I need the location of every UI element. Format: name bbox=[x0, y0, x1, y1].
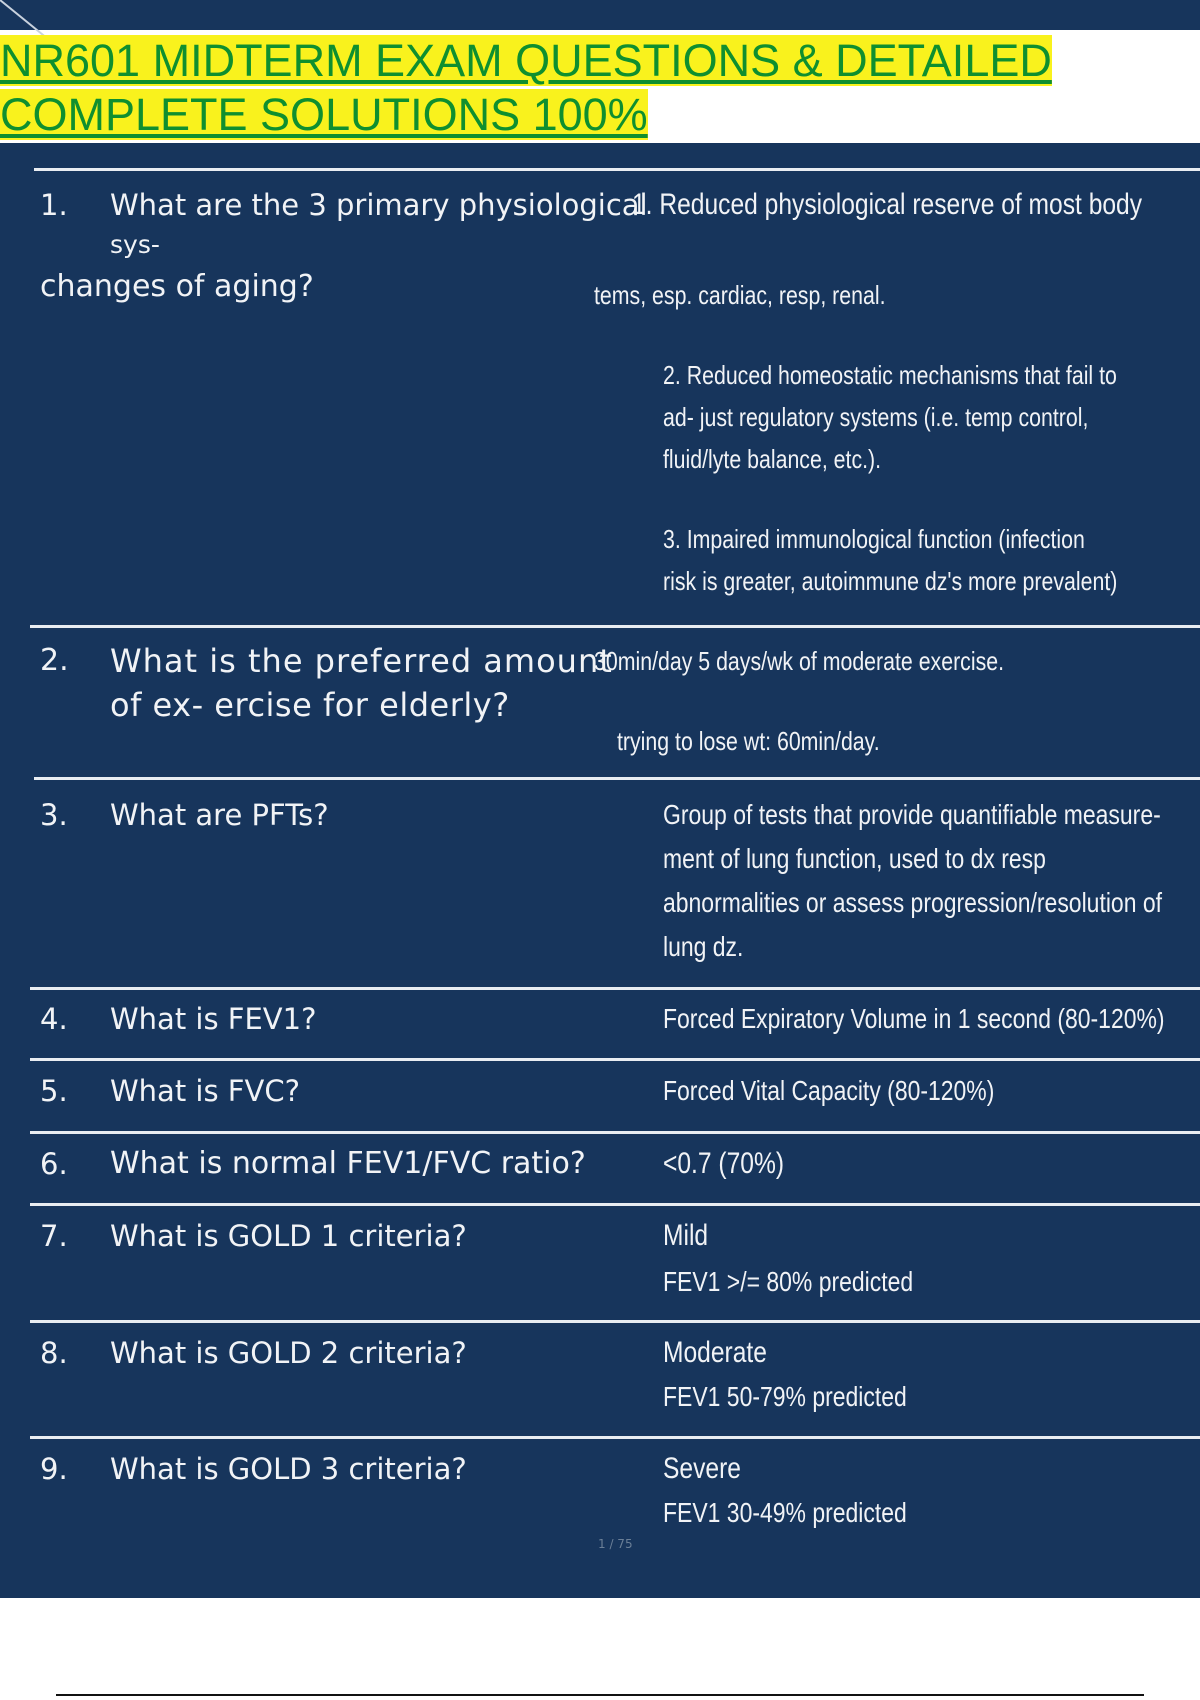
question-number: 1. bbox=[40, 188, 68, 222]
answer-text: Forced Vital Capacity (80-120%) bbox=[663, 1075, 995, 1106]
row-separator bbox=[30, 1436, 1200, 1439]
question-text: What is GOLD 3 criteria? bbox=[110, 1452, 467, 1486]
answer-text: Severe bbox=[663, 1452, 741, 1485]
row-separator bbox=[30, 1131, 1200, 1134]
answer-text: 2. Reduced homeostatic mechanisms that fail to bbox=[663, 360, 1117, 390]
answer-text: abnormalities or assess progression/resolution of bbox=[663, 887, 1162, 918]
page-indicator: 1 / 75 bbox=[598, 1537, 633, 1551]
question-text: What is normal FEV1/FVC ratio? bbox=[110, 1146, 586, 1181]
title-line-1: NR601 MIDTERM EXAM QUESTIONS & DETAILED bbox=[0, 35, 1052, 86]
answer-text: Moderate bbox=[663, 1336, 767, 1369]
question-text: sys- bbox=[110, 230, 160, 259]
answer-text: ad- just regulatory systems (i.e. temp control, bbox=[663, 402, 1089, 432]
question-number: 4. bbox=[40, 1002, 68, 1036]
answer-text: lung dz. bbox=[663, 931, 744, 962]
question-text: What is the preferred amount bbox=[110, 642, 613, 680]
answer-text: 3. Impaired immunological function (infection bbox=[663, 524, 1085, 554]
answer-text: <0.7 (70%) bbox=[663, 1147, 785, 1180]
row-separator bbox=[30, 987, 1200, 990]
question-number: 7. bbox=[40, 1219, 68, 1253]
answer-text: risk is greater, autoimmune dz's more prevalent) bbox=[663, 566, 1118, 596]
answer-text: ment of lung function, used to dx resp bbox=[663, 843, 1046, 874]
question-text: of ex- ercise for elderly? bbox=[110, 686, 510, 724]
question-text: What are PFTs? bbox=[110, 798, 329, 832]
answer-text: tems, esp. cardiac, resp, renal. bbox=[594, 280, 886, 310]
question-number: 6. bbox=[40, 1147, 68, 1181]
document-title bbox=[0, 34, 1160, 142]
row-separator bbox=[30, 1203, 1200, 1206]
answer-text: FEV1 30-49% predicted bbox=[663, 1497, 907, 1528]
answer-text: fluid/lyte balance, etc.). bbox=[663, 444, 882, 474]
question-number: 3. bbox=[40, 798, 68, 832]
answer-text: trying to lose wt: 60min/day. bbox=[617, 726, 880, 756]
bottom-rule bbox=[56, 1694, 1144, 1696]
answer-text: 1. Reduced physiological reserve of most body bbox=[632, 188, 1143, 221]
answer-text: Group of tests that provide quantifiable measure- bbox=[663, 799, 1161, 830]
question-text: changes of aging? bbox=[40, 269, 314, 304]
question-number: 2. bbox=[40, 643, 69, 678]
answer-text: 30min/day 5 days/wk of moderate exercise. bbox=[594, 646, 1005, 676]
question-text: What is GOLD 1 criteria? bbox=[110, 1219, 467, 1253]
question-text: What are the 3 primary physiological bbox=[110, 188, 648, 222]
top-dark-band bbox=[0, 0, 1200, 30]
row-separator bbox=[30, 1058, 1200, 1061]
row-separator bbox=[34, 168, 1200, 171]
answer-text: FEV1 >/= 80% predicted bbox=[663, 1266, 914, 1297]
title-line-2: COMPLETE SOLUTIONS 100% bbox=[0, 89, 648, 140]
row-separator bbox=[30, 625, 1200, 628]
question-number: 5. bbox=[40, 1074, 68, 1108]
answer-text: FEV1 50-79% predicted bbox=[663, 1381, 907, 1412]
question-text: What is FVC? bbox=[110, 1074, 300, 1108]
question-number: 8. bbox=[40, 1336, 68, 1370]
question-text: What is FEV1? bbox=[110, 1002, 317, 1036]
question-text: What is GOLD 2 criteria? bbox=[110, 1336, 467, 1370]
question-number: 9. bbox=[40, 1452, 68, 1486]
qa-panel bbox=[0, 143, 1200, 1598]
row-separator bbox=[30, 1320, 1200, 1323]
answer-text: Mild bbox=[663, 1219, 709, 1252]
row-separator bbox=[34, 777, 1200, 780]
answer-text: Forced Expiratory Volume in 1 second (80-120%) bbox=[663, 1003, 1165, 1034]
